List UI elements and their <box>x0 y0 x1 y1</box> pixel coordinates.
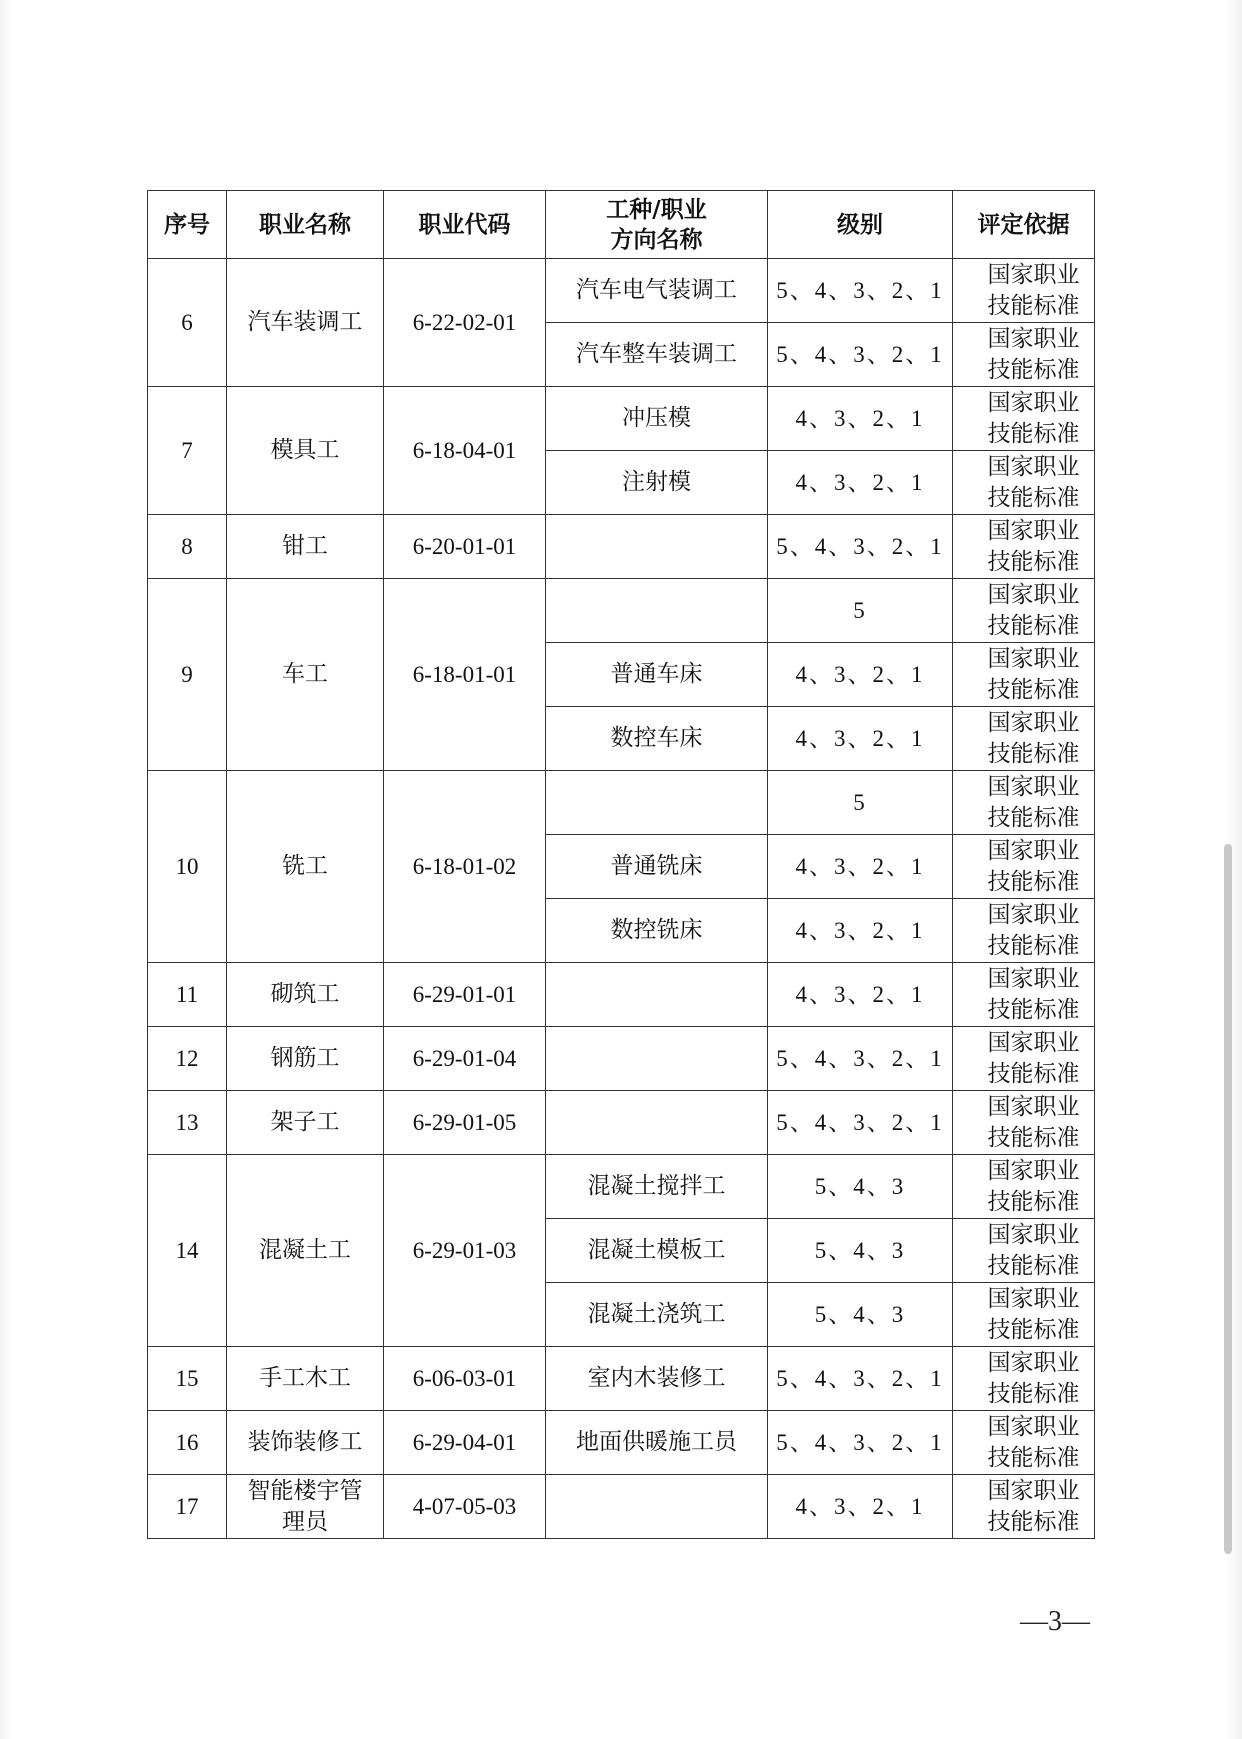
header-basis: 评定依据 <box>953 191 1095 259</box>
cell-basis: 国家职业 技能标准 <box>953 259 1095 323</box>
cell-occupation-code: 6-18-04-01 <box>384 387 546 515</box>
cell-serial: 8 <box>148 515 227 579</box>
cell-basis: 国家职业 技能标准 <box>953 1219 1095 1283</box>
table-row <box>148 1091 1095 1155</box>
table-row <box>148 579 1095 643</box>
cell-level: 4、3、2、1 <box>768 707 953 771</box>
cell-occupation-name: 混凝土工 <box>227 1155 384 1347</box>
cell-work-type: 混凝土浇筑工 <box>546 1283 768 1347</box>
cell-occupation-code: 6-29-01-04 <box>384 1027 546 1091</box>
table-row <box>148 1475 1095 1539</box>
cell-work-type: 冲压模 <box>546 387 768 451</box>
cell-level: 5、4、3、2、1 <box>768 515 953 579</box>
cell-level: 5、4、3 <box>768 1283 953 1347</box>
cell-serial: 11 <box>148 963 227 1027</box>
cell-basis: 国家职业 技能标准 <box>953 707 1095 771</box>
cell-basis: 国家职业 技能标准 <box>953 1155 1095 1219</box>
cell-level: 4、3、2、1 <box>768 643 953 707</box>
cell-work-type: 普通铣床 <box>546 835 768 899</box>
cell-level: 4、3、2、1 <box>768 963 953 1027</box>
cell-serial: 17 <box>148 1475 227 1539</box>
cell-occupation-code: 6-22-02-01 <box>384 259 546 387</box>
cell-serial: 12 <box>148 1027 227 1091</box>
cell-level: 5、4、3、2、1 <box>768 323 953 387</box>
cell-serial: 6 <box>148 259 227 387</box>
cell-work-type <box>546 963 768 1027</box>
table-body <box>148 259 1095 1539</box>
cell-serial: 7 <box>148 387 227 515</box>
cell-level: 4、3、2、1 <box>768 451 953 515</box>
cell-work-type: 数控铣床 <box>546 899 768 963</box>
cell-work-type: 汽车整车装调工 <box>546 323 768 387</box>
cell-occupation-name: 钢筋工 <box>227 1027 384 1091</box>
table-row <box>148 1411 1095 1475</box>
cell-level: 4、3、2、1 <box>768 835 953 899</box>
header-serial: 序号 <box>148 191 227 259</box>
cell-level: 5、4、3、2、1 <box>768 1027 953 1091</box>
cell-level: 5、4、3、2、1 <box>768 259 953 323</box>
cell-basis: 国家职业 技能标准 <box>953 899 1095 963</box>
cell-basis: 国家职业 技能标准 <box>953 451 1095 515</box>
cell-work-type <box>546 1475 768 1539</box>
cell-level: 5、4、3、2、1 <box>768 1091 953 1155</box>
cell-work-type: 注射模 <box>546 451 768 515</box>
cell-level: 5、4、3、2、1 <box>768 1347 953 1411</box>
cell-occupation-name: 铣工 <box>227 771 384 963</box>
cell-occupation-code: 6-29-01-03 <box>384 1155 546 1347</box>
cell-basis: 国家职业 技能标准 <box>953 1091 1095 1155</box>
cell-basis: 国家职业 技能标准 <box>953 835 1095 899</box>
cell-work-type: 数控车床 <box>546 707 768 771</box>
header-occupation-code: 职业代码 <box>384 191 546 259</box>
cell-work-type: 汽车电气装调工 <box>546 259 768 323</box>
table-row <box>148 1155 1095 1219</box>
cell-occupation-name: 智能楼宇管 理员 <box>227 1475 384 1539</box>
cell-level: 5、4、3 <box>768 1219 953 1283</box>
cell-serial: 14 <box>148 1155 227 1347</box>
cell-occupation-name: 模具工 <box>227 387 384 515</box>
cell-occupation-name: 汽车装调工 <box>227 259 384 387</box>
cell-level: 4、3、2、1 <box>768 899 953 963</box>
cell-occupation-code: 6-06-03-01 <box>384 1347 546 1411</box>
header-work-type: 工种/职业 方向名称 <box>546 191 768 259</box>
occupation-table <box>147 190 1095 1539</box>
cell-level: 5、4、3 <box>768 1155 953 1219</box>
cell-work-type <box>546 515 768 579</box>
cell-occupation-name: 砌筑工 <box>227 963 384 1027</box>
cell-work-type <box>546 1091 768 1155</box>
cell-occupation-code: 4-07-05-03 <box>384 1475 546 1539</box>
scrollbar[interactable] <box>1224 844 1232 1554</box>
cell-basis: 国家职业 技能标准 <box>953 1475 1095 1539</box>
cell-basis: 国家职业 技能标准 <box>953 1347 1095 1411</box>
header-occupation-name: 职业名称 <box>227 191 384 259</box>
cell-level: 5、4、3、2、1 <box>768 1411 953 1475</box>
page-number: —3— <box>1020 1606 1090 1637</box>
cell-occupation-name: 钳工 <box>227 515 384 579</box>
cell-occupation-code: 6-20-01-01 <box>384 515 546 579</box>
cell-work-type: 混凝土搅拌工 <box>546 1155 768 1219</box>
cell-work-type: 混凝土模板工 <box>546 1219 768 1283</box>
table-row <box>148 259 1095 323</box>
cell-work-type: 室内木装修工 <box>546 1347 768 1411</box>
cell-level: 5 <box>768 579 953 643</box>
cell-work-type <box>546 579 768 643</box>
table-row <box>148 515 1095 579</box>
table-row <box>148 771 1095 835</box>
cell-basis: 国家职业 技能标准 <box>953 1411 1095 1475</box>
cell-basis: 国家职业 技能标准 <box>953 771 1095 835</box>
cell-work-type <box>546 1027 768 1091</box>
cell-occupation-name: 装饰装修工 <box>227 1411 384 1475</box>
cell-occupation-name: 车工 <box>227 579 384 771</box>
table-row <box>148 963 1095 1027</box>
cell-basis: 国家职业 技能标准 <box>953 643 1095 707</box>
cell-work-type: 地面供暖施工员 <box>546 1411 768 1475</box>
table-header-row <box>148 191 1095 259</box>
cell-serial: 16 <box>148 1411 227 1475</box>
cell-level: 5 <box>768 771 953 835</box>
cell-occupation-name: 架子工 <box>227 1091 384 1155</box>
cell-basis: 国家职业 技能标准 <box>953 515 1095 579</box>
cell-work-type: 普通车床 <box>546 643 768 707</box>
cell-serial: 10 <box>148 771 227 963</box>
cell-basis: 国家职业 技能标准 <box>953 963 1095 1027</box>
cell-work-type <box>546 771 768 835</box>
cell-serial: 13 <box>148 1091 227 1155</box>
cell-level: 4、3、2、1 <box>768 387 953 451</box>
cell-occupation-code: 6-29-01-01 <box>384 963 546 1027</box>
cell-occupation-code: 6-29-04-01 <box>384 1411 546 1475</box>
cell-basis: 国家职业 技能标准 <box>953 579 1095 643</box>
cell-occupation-code: 6-29-01-05 <box>384 1091 546 1155</box>
table-row <box>148 1027 1095 1091</box>
cell-occupation-code: 6-18-01-01 <box>384 579 546 771</box>
header-level: 级别 <box>768 191 953 259</box>
cell-occupation-name: 手工木工 <box>227 1347 384 1411</box>
cell-serial: 9 <box>148 579 227 771</box>
cell-basis: 国家职业 技能标准 <box>953 387 1095 451</box>
cell-basis: 国家职业 技能标准 <box>953 1283 1095 1347</box>
table-row <box>148 387 1095 451</box>
cell-level: 4、3、2、1 <box>768 1475 953 1539</box>
cell-occupation-code: 6-18-01-02 <box>384 771 546 963</box>
cell-basis: 国家职业 技能标准 <box>953 323 1095 387</box>
cell-serial: 15 <box>148 1347 227 1411</box>
cell-basis: 国家职业 技能标准 <box>953 1027 1095 1091</box>
table-row <box>148 1347 1095 1411</box>
